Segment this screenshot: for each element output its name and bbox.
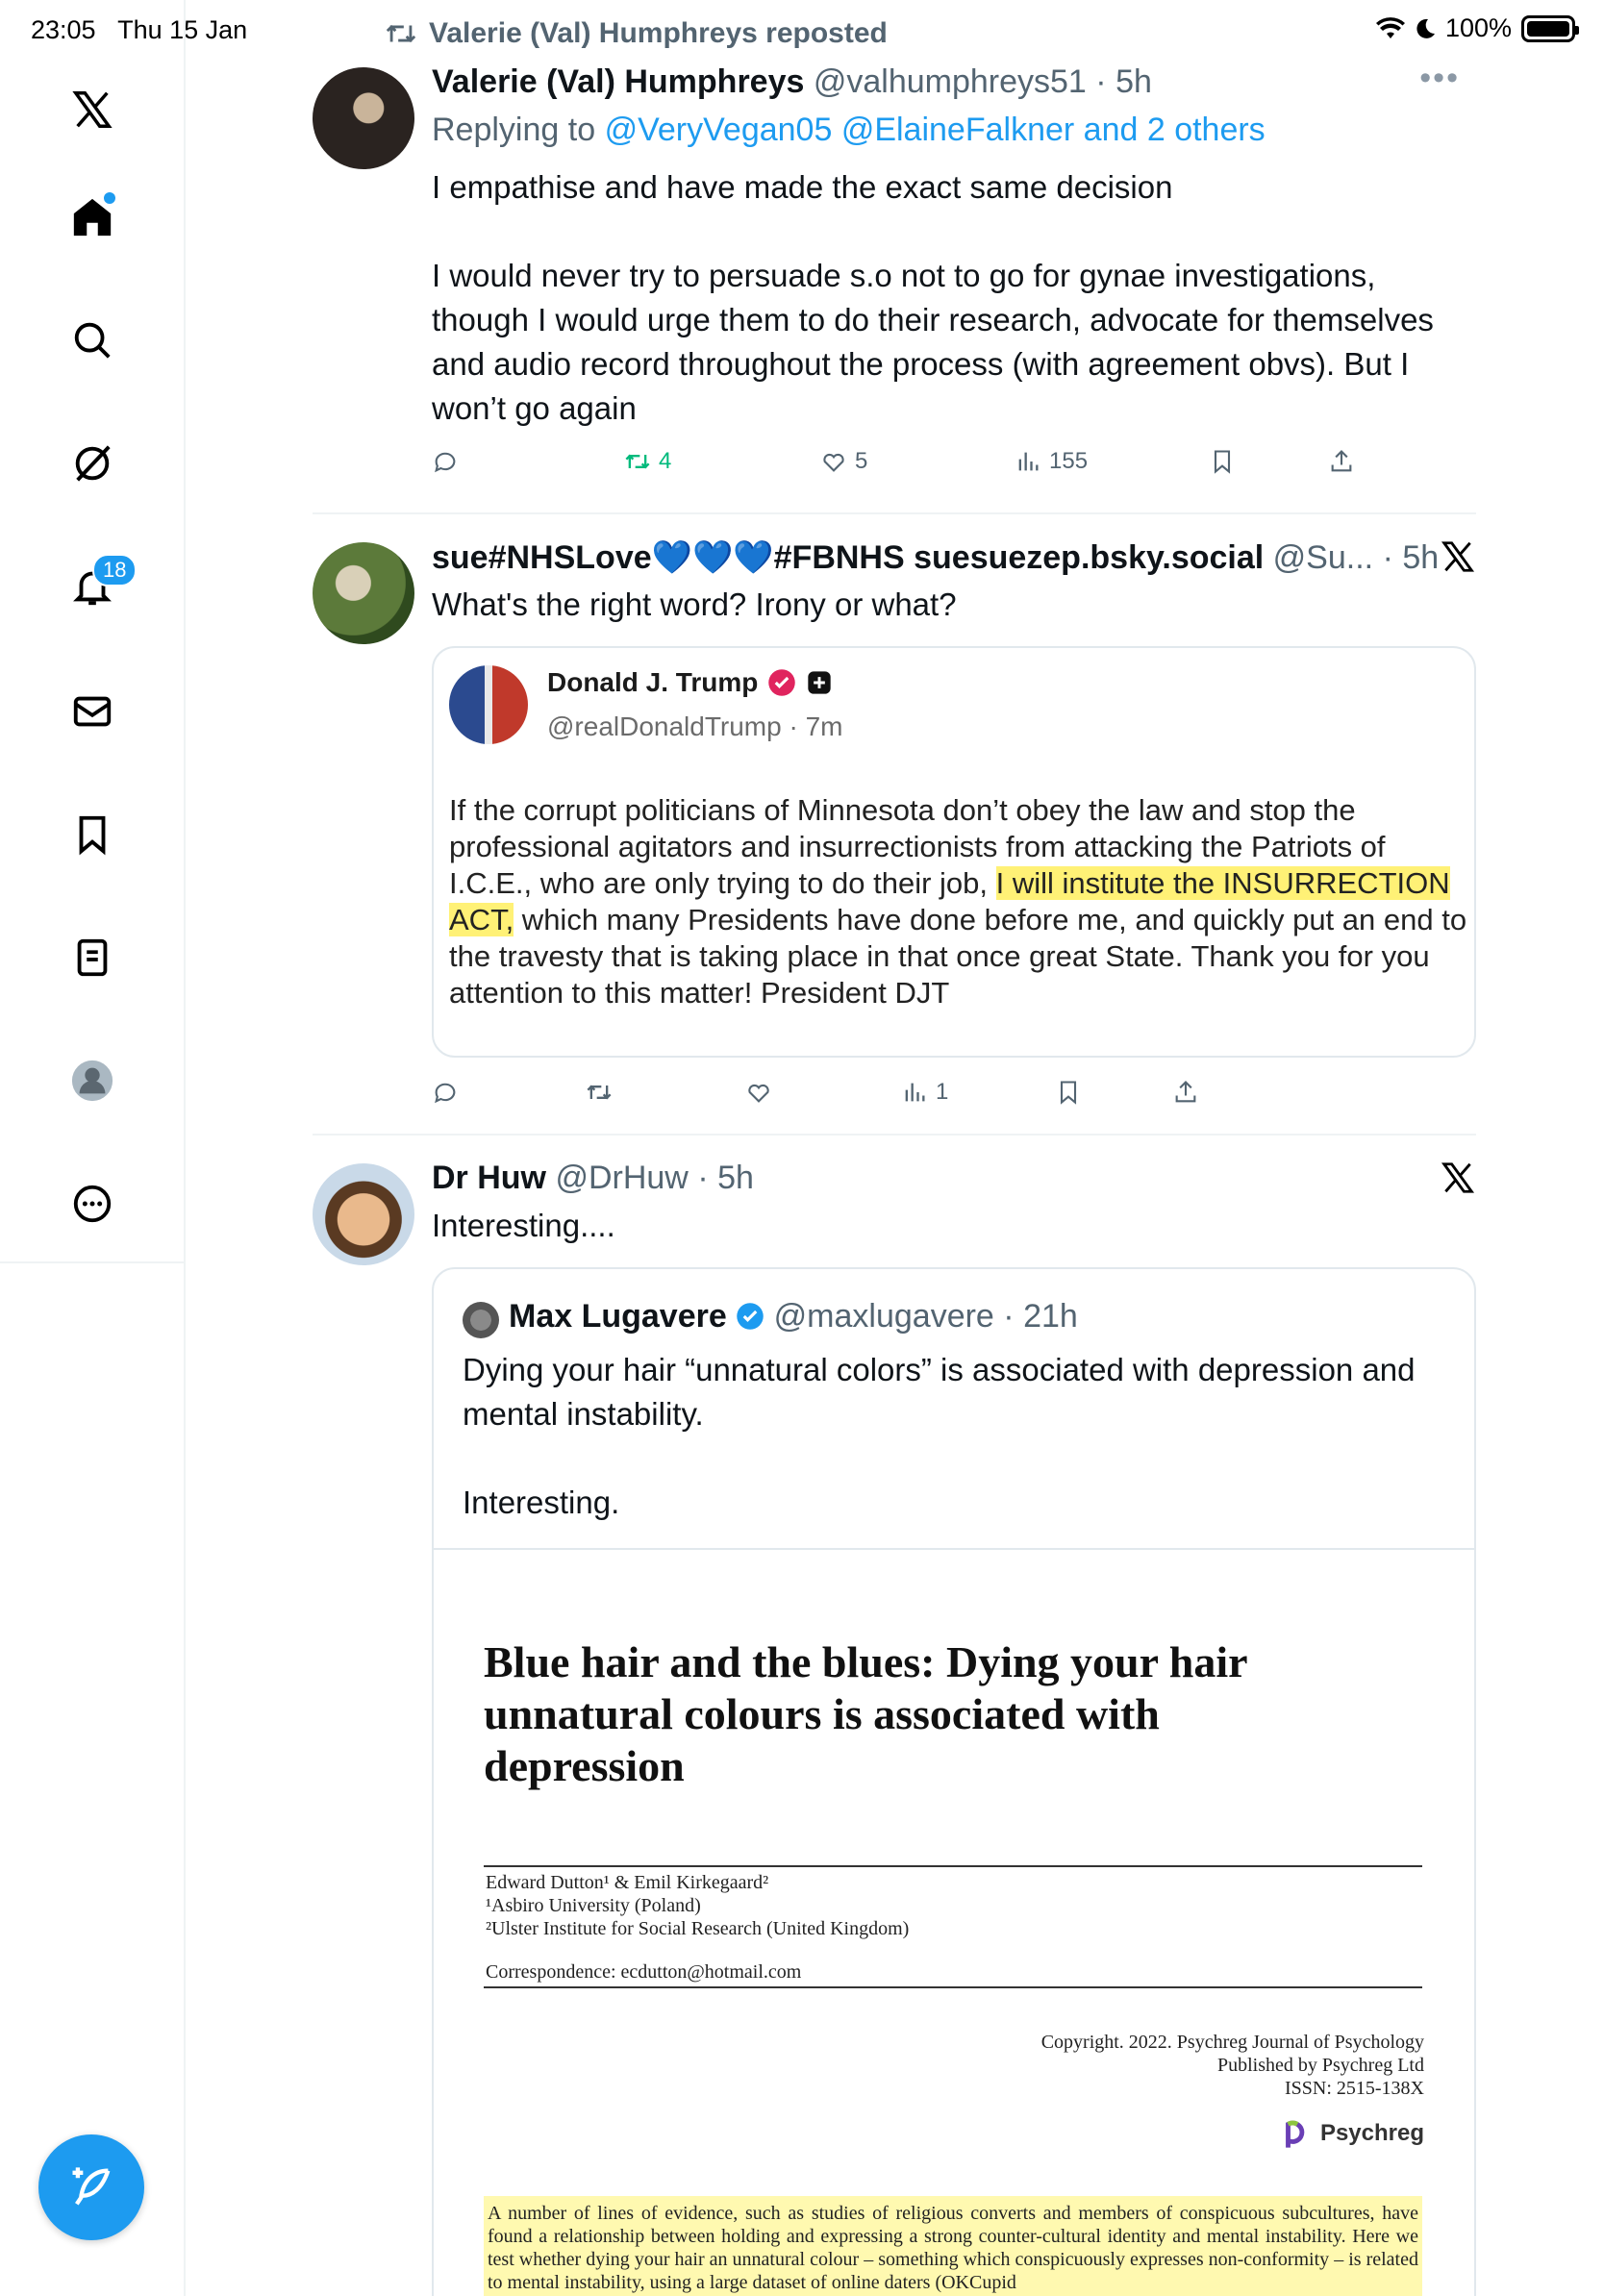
sidebar-divider: [0, 1261, 185, 1263]
replying-to-links[interactable]: @VeryVegan05 @ElaineFalkner and 2 others: [604, 112, 1266, 148]
reply-icon: [432, 1079, 459, 1106]
home-unread-dot: [104, 192, 115, 204]
repost-icon: [385, 21, 417, 46]
views-chart-icon: [901, 1079, 928, 1106]
quoted-author-name: Max Lugavere: [509, 1298, 727, 1335]
post-time[interactable]: 5h: [1402, 539, 1440, 576]
post-actions: [432, 448, 1480, 487]
views-button[interactable]: 155: [1015, 448, 1088, 475]
like-button[interactable]: 5: [820, 448, 867, 475]
bookmark-icon: [1055, 1079, 1082, 1106]
compose-feather-icon: [66, 2162, 116, 2212]
share-button[interactable]: [1172, 1079, 1199, 1106]
divider: [313, 512, 1476, 514]
quoted-author-name: Donald J. Trump: [547, 667, 759, 697]
more-options-icon[interactable]: [58, 1169, 127, 1238]
post-header: Valerie (Val) Humphreys @valhumphreys51 · 5h: [432, 63, 1152, 100]
post-actions: [432, 1079, 1480, 1117]
divider: [313, 1134, 1476, 1136]
views-button[interactable]: 1: [901, 1079, 948, 1106]
sidebar: [0, 0, 186, 2296]
quoted-handle: @realDonaldTrump · 7m: [547, 711, 843, 741]
profile-avatar-icon[interactable]: [58, 1046, 127, 1115]
author-name[interactable]: Dr Huw: [432, 1160, 546, 1196]
author-name[interactable]: sue#NHSLove💙💙💙#FBNHS suesuezep.bsky.social: [432, 539, 1265, 576]
paper-rule: [484, 1865, 1422, 1867]
share-icon: [1172, 1079, 1199, 1106]
bookmark-icon: [1209, 448, 1236, 475]
x-source-icon: [1440, 1160, 1476, 1196]
bookmark-button[interactable]: [1055, 1079, 1082, 1106]
author-name[interactable]: Valerie (Val) Humphreys: [432, 63, 805, 100]
post-text: What's the right word? Irony or what?: [432, 586, 957, 622]
replying-to: Replying to @VeryVegan05 @ElaineFalkner and 2 others: [432, 112, 1266, 148]
search-icon[interactable]: [58, 306, 127, 375]
battery-icon: [1521, 15, 1575, 42]
post-time[interactable]: 5h: [717, 1160, 754, 1196]
home-icon[interactable]: [58, 183, 127, 252]
verified-badge-icon: [736, 1302, 764, 1331]
bookmark-button[interactable]: [1209, 448, 1236, 475]
repost-label: Valerie (Val) Humphreys reposted: [429, 17, 888, 49]
quoted-handle: @maxlugavere: [773, 1298, 994, 1335]
reply-button[interactable]: [432, 448, 459, 475]
like-button[interactable]: [745, 1079, 772, 1106]
status-time: 23:05 Thu 15 Jan: [31, 15, 248, 44]
author-handle[interactable]: @valhumphreys51: [813, 63, 1087, 100]
verified-badge-icon: [767, 668, 796, 697]
repost-indicator: [385, 17, 888, 50]
avatar[interactable]: [313, 67, 414, 169]
x-logo-icon[interactable]: [58, 75, 127, 144]
grok-icon[interactable]: [58, 429, 127, 498]
views-chart-icon: [1015, 448, 1041, 475]
quoted-author: [547, 667, 833, 698]
affiliate-badge-icon: [806, 669, 833, 696]
repost-button[interactable]: 4: [624, 448, 671, 475]
compose-post-button[interactable]: [38, 2134, 144, 2240]
moon-icon: [1415, 17, 1436, 40]
notifications-badge: 18: [92, 554, 137, 586]
heart-icon: [820, 448, 847, 475]
messages-icon[interactable]: [58, 677, 127, 746]
share-icon: [1328, 448, 1355, 475]
notifications-bell-icon[interactable]: [58, 552, 127, 621]
avatar: [463, 1302, 499, 1338]
quoted-header: Max Lugavere @maxlugavere · 21h: [509, 1298, 1078, 1335]
highlighted-text: I will institute the INSURRECTION ACT,: [449, 866, 1450, 936]
post-text: I empathise and have made the exact same decision I would never try to persuade s.o not to go for gynae investigations, though I would urge them to do their research, advocate for themselves and audio record throughout the process (with agreement obvs). But I won’t go again: [432, 169, 1434, 426]
paper-rule: [484, 1986, 1422, 1988]
more-options-icon[interactable]: •••: [1419, 60, 1460, 96]
avatar[interactable]: [313, 1163, 414, 1265]
heart-icon: [745, 1079, 772, 1106]
post-header: sue#NHSLove💙💙💙#FBNHS suesuezep.bsky.social @Su... · 5h: [432, 539, 1440, 576]
post-text: Interesting....: [432, 1208, 615, 1243]
repost-icon: [586, 1079, 613, 1106]
wifi-icon: [1376, 17, 1405, 40]
quoted-post[interactable]: [432, 1267, 1476, 2296]
paper-image[interactable]: [434, 1548, 1476, 2296]
psychreg-logo-icon: [1282, 2117, 1311, 2150]
bookmarks-icon[interactable]: [58, 800, 127, 869]
reply-icon: [432, 448, 459, 475]
paper-abstract: A number of lines of evidence, such as studies of religious converts and members of conspicuous subcultures, have found a relationship between holding and expressing a strong counter-cultural identity and mental instability. Here we test whether dying your hair an unnatural colour – something which conspicuously expresses non-conformity – is related to mental instability, using a large dataset of online daters (OKCupid: [484, 2196, 1422, 2296]
repost-icon: [624, 448, 651, 475]
paper-title: Blue hair and the blues: Dying your hair unnatural colours is associated with depression: [484, 1637, 1247, 1790]
x-source-icon: [1440, 538, 1476, 575]
reply-button[interactable]: [432, 1079, 459, 1106]
quoted-text: If the corrupt politicians of Minnesota don’t obey the law and stop the professional agitators and insurrectionists from attacking the Patriots of I.C.E., who are only trying to do their job, I will institute the INSURRECTION ACT, which many Presidents have done before me, and quickly put an end to the travesty that is taking place in that once great State. Thank you for you attention to this matter! President DJT: [449, 793, 1467, 1010]
psychreg-logo: Psychreg: [1282, 2117, 1424, 2150]
post-header: Dr Huw @DrHuw · 5h: [432, 1160, 754, 1196]
avatar: [449, 665, 528, 744]
paper-authors: Edward Dutton¹ & Emil Kirkegaard² ¹Asbiro University (Poland) ²Ulster Institute for Social Research (United Kingdom): [486, 1872, 910, 1939]
avatar[interactable]: [313, 542, 414, 644]
status-right: [1376, 13, 1575, 43]
quoted-screenshot[interactable]: [432, 646, 1476, 1058]
paper-copyright: Copyright. 2022. Psychreg Journal of Psychology Published by Psychreg Ltd ISSN: 2515-138X: [1040, 2032, 1424, 2099]
battery-percent: 100%: [1444, 13, 1512, 42]
lists-icon[interactable]: [58, 923, 127, 992]
paper-correspondence: Correspondence: ecdutton@hotmail.com: [486, 1961, 802, 1983]
share-button[interactable]: [1328, 448, 1355, 475]
author-handle[interactable]: @DrHuw: [555, 1160, 689, 1196]
post-time[interactable]: 5h: [1115, 63, 1152, 100]
repost-button[interactable]: [586, 1079, 613, 1106]
author-handle[interactable]: @Su...: [1272, 539, 1374, 576]
quoted-text: Dying your hair “unnatural colors” is associated with depression and mental instability. Interesting.: [463, 1352, 1416, 1520]
